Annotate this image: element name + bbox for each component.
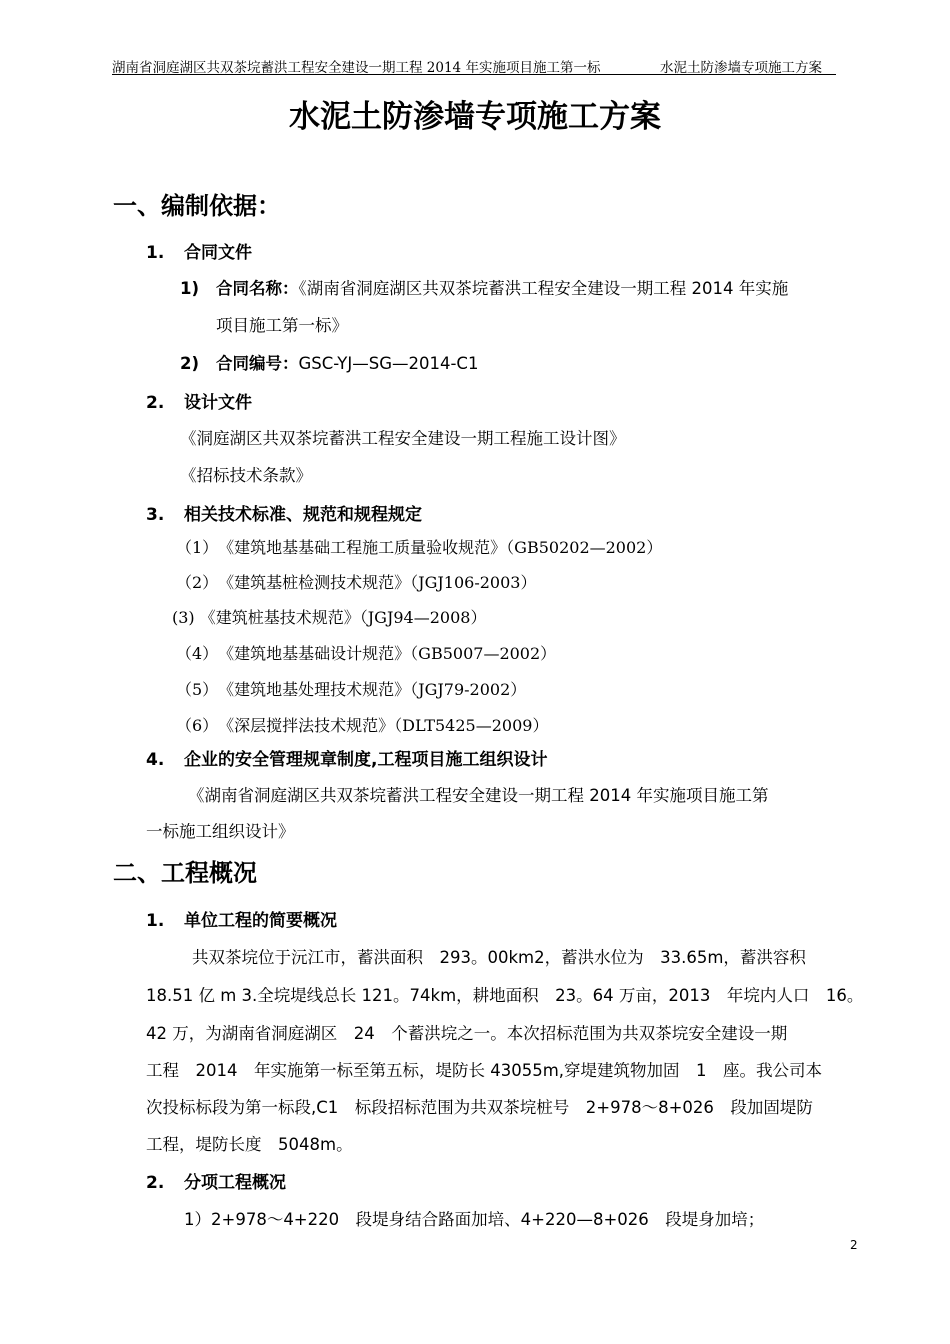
standard-item: （2） 《建筑基桩检测技术规范》（JGJ106-2003） — [176, 573, 537, 592]
section1-item1-heading — [146, 238, 252, 263]
contract-number-label: 合同编号： — [216, 354, 299, 373]
sub-number: 2) — [180, 354, 200, 373]
standard-item: （6） 《深层搅拌法技术规范》（DLT5425—2009） — [176, 716, 549, 735]
section-heading-2: 二、工程概况 — [113, 859, 257, 887]
item-number: 4. — [146, 750, 165, 770]
section2-item1-heading — [146, 906, 337, 931]
section2-item2-heading — [146, 1168, 286, 1193]
section-heading-1: 一、编制依据： — [113, 192, 281, 220]
header-rule — [112, 74, 836, 75]
header-right: 水泥土防渗墙专项施工方案 — [660, 60, 822, 76]
overview-line: 工程 2014 年实施第一标至第五标，堤防长 43055m,穿堤建筑物加固 1 座。我公司本 — [146, 1061, 823, 1080]
overview-line: 18.51 亿 m 3.全垸堤线总长 121。74km，耕地面积 23。64 万亩，2013 年垸内人口 16。 — [146, 986, 864, 1005]
header-left: 湖南省洞庭湖区共双茶垸蓄洪工程安全建设一期工程 2014 年实施项目施工第一标 — [112, 60, 601, 76]
section1-item3-heading — [146, 500, 422, 525]
overview-line: 42 万，为湖南省洞庭湖区 24 个蓄洪垸之一。本次招标范围为共双茶垸安全建设一期 — [146, 1024, 788, 1043]
contract-name-label: 合同名称： — [216, 279, 299, 298]
org-design-line: 一标施工组织设计》 — [146, 822, 295, 841]
contract-number-text: GSC-YJ—SG—2014-C1 — [298, 354, 479, 373]
overview-line: 共双茶垸位于沅江市，蓄洪面积 293。00km2，蓄洪水位为 33.65m，蓄洪容积 — [192, 948, 806, 967]
item-number: 1. — [146, 243, 165, 263]
item-number: 2. — [146, 1173, 165, 1193]
standard-item: （1） 《建筑地基基础工程施工质量验收规范》（GB50202—2002） — [176, 538, 663, 557]
section1-item2-heading — [146, 388, 252, 413]
standard-item: （5） 《建筑地基处理技术规范》（JGJ79-2002） — [176, 680, 527, 699]
overview-line: 工程，堤防长度 5048m。 — [146, 1135, 353, 1154]
item-label: 合同文件 — [184, 243, 252, 263]
design-document: 《招标技术条款》 — [180, 466, 312, 485]
standard-item: （4） 《建筑地基基础设计规范》（GB5007—2002） — [176, 644, 557, 663]
standard-item: (3) 《建筑桩基技术规范》（JGJ94—2008） — [172, 608, 487, 627]
org-design-line: 《湖南省洞庭湖区共双茶垸蓄洪工程安全建设一期工程 2014 年实施项目施工第 — [188, 786, 769, 805]
contract-name-line — [180, 275, 788, 299]
subproject-line: 1）2+978～4+220 段堤身结合路面加培、4+220—8+026 段堤身加培； — [184, 1210, 765, 1229]
item-label: 企业的安全管理规章制度,工程项目施工组织设计 — [184, 750, 548, 770]
contract-name-continued: 项目施工第一标》 — [216, 316, 348, 335]
overview-line: 次投标标段为第一标段,C1 标段招标范围为共双茶垸桩号 2+978～8+026 段加固堤防 — [146, 1098, 813, 1117]
page-title: 水泥土防渗墙专项施工方案 — [289, 99, 661, 135]
design-document: 《洞庭湖区共双茶垸蓄洪工程安全建设一期工程施工设计图》 — [180, 429, 626, 448]
contract-number-line — [180, 350, 478, 374]
item-number: 1. — [146, 911, 165, 931]
item-label: 设计文件 — [184, 393, 252, 413]
item-label: 分项工程概况 — [184, 1173, 286, 1193]
sub-number: 1) — [180, 279, 200, 298]
item-number: 3. — [146, 505, 165, 525]
page-number: 2 — [850, 1238, 858, 1252]
section1-item4-heading — [146, 745, 547, 770]
item-label: 单位工程的简要概况 — [184, 911, 337, 931]
item-label: 相关技术标准、规范和规程规定 — [184, 505, 422, 525]
item-number: 2. — [146, 393, 165, 413]
contract-name-text: 《湖南省洞庭湖区共双茶垸蓄洪工程安全建设一期工程 2014 年实施 — [298, 279, 789, 298]
